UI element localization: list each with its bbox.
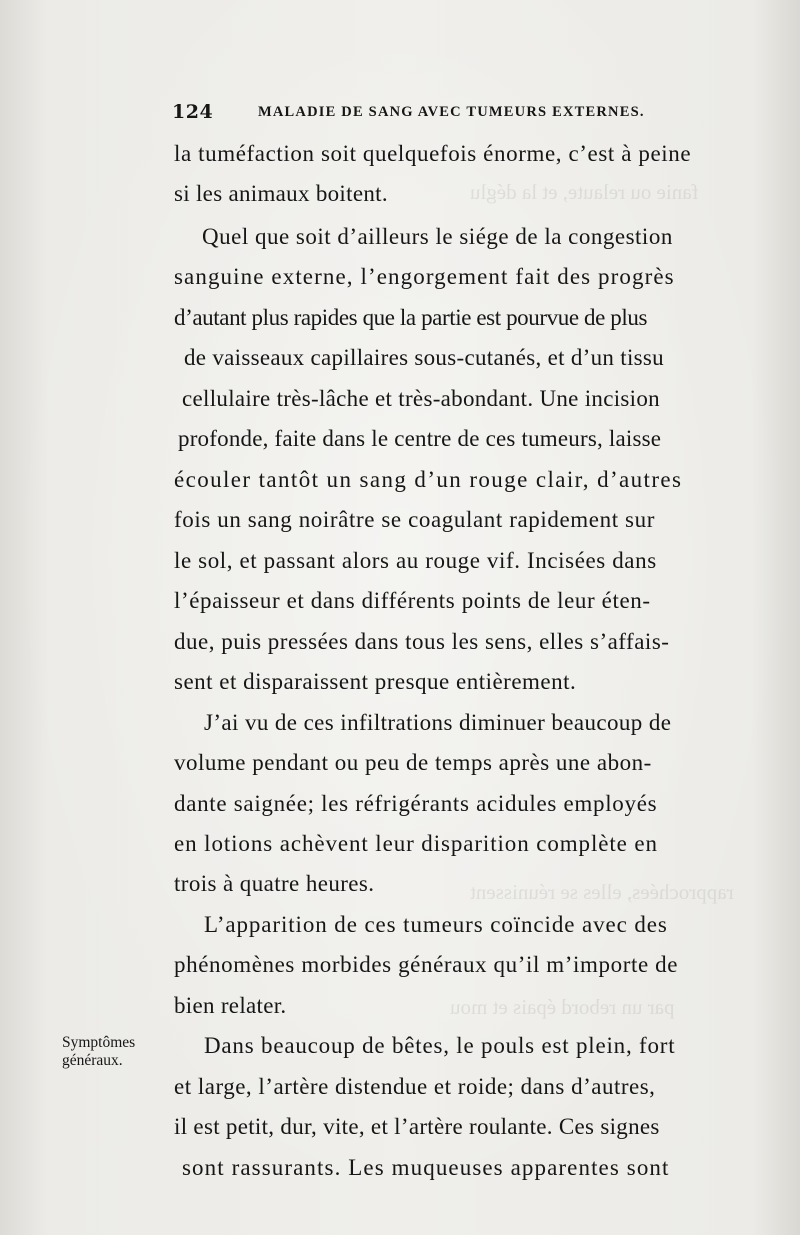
text-line: L’apparition de ces tumeurs coïncide avec des — [204, 912, 668, 937]
bleed-through: fanie ou relaute, et la déglu — [470, 180, 699, 204]
text-line: si les animaux boitent. — [174, 181, 388, 206]
text-line: due, puis pressées dans tous les sens, elles s’affais- — [174, 629, 670, 654]
text-line: bien relater. — [174, 993, 287, 1018]
text-line: J’ai vu de ces infiltrations diminuer beaucoup de — [204, 710, 672, 735]
margin-note — [62, 1034, 172, 1070]
text-line: dante saignée; les réfrigérants acidules employés — [174, 791, 658, 816]
text-line: la tuméfaction soit quelquefois énorme, c’est à peine — [174, 141, 692, 166]
margin-note-line: Symptômes — [62, 1034, 136, 1051]
margin-note-line: généraux. — [62, 1052, 123, 1069]
text-line: et large, l’artère distendue et roide; dans d’autres, — [174, 1074, 656, 1099]
text-line: écouler tantôt un sang d’un rouge clair, d’autres — [174, 467, 683, 492]
text-line: Quel que soit d’ailleurs le siége de la congestion — [202, 224, 673, 249]
text-line: trois à quatre heures. — [174, 871, 375, 896]
bleed-through: par un rebord épais et mou — [450, 995, 675, 1019]
text-line: de vaisseaux capillaires sous-cutanés, et d’un tissu — [184, 345, 664, 370]
text-line: d’autant plus rapides que la partie est pourvue de plus — [174, 305, 647, 330]
text-line: volume pendant ou peu de temps après une abon- — [174, 750, 652, 775]
text-line: phénomènes morbides généraux qu’il m’importe de — [174, 952, 679, 977]
text-line: Dans beaucoup de bêtes, le pouls est plein, fort — [204, 1033, 676, 1058]
text-line: sent et disparaissent presque entièrement. — [174, 669, 577, 694]
text-line: sanguine externe, l’engorgement fait des progrès — [174, 264, 675, 289]
text-line: sont rassurants. Les muqueuses apparentes sont — [182, 1155, 670, 1180]
page-header — [172, 101, 692, 127]
text-line: l’épaisseur et dans différents points de leur éten- — [174, 588, 651, 613]
text-line: il est petit, dur, vite, et l’artère roulante. Ces signes — [174, 1114, 660, 1139]
text-line: en lotions achèvent leur disparition complète en — [174, 831, 658, 856]
page-number: 124 — [172, 101, 214, 123]
bleed-through: rapprochées, elles se réunissent — [470, 880, 734, 904]
text-line: le sol, et passant alors au rouge vif. Incisées dans — [174, 548, 657, 573]
text-line: profonde, faite dans le centre de ces tumeurs, laisse — [178, 426, 662, 451]
text-line: fois un sang noirâtre se coagulant rapidement sur — [174, 507, 655, 532]
running-head: MALADIE DE SANG AVEC TUMEURS EXTERNES. — [258, 104, 645, 120]
text-line: cellulaire très-lâche et très-abondant. Une incision — [182, 386, 660, 411]
